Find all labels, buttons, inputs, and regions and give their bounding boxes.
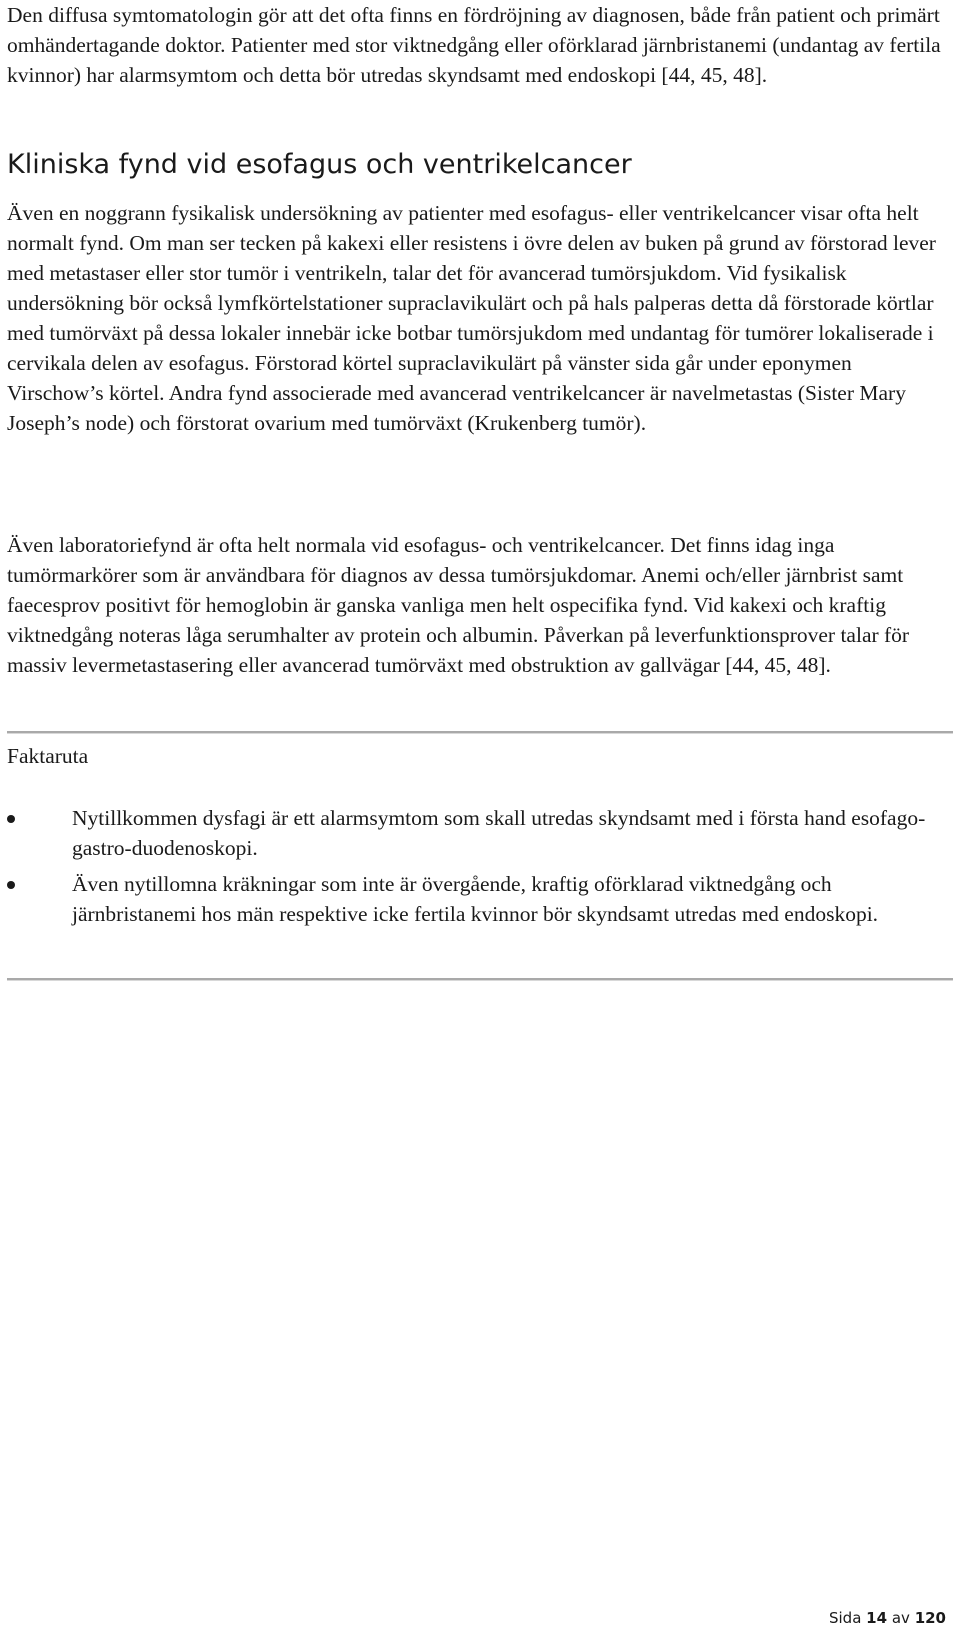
intro-paragraph: Den diffusa symtomatologin gör att det ofta finns en fördröjning av diagnosen, både från patient och primärt omhändertagande doktor. Patienter med stor viktnedgång eller oförklarad järnbristanemi (undantag av fertila kvinnor) har alarmsymtom och detta bör utredas skyndsamt med endoskopi [44, 45, 48].	[7, 3, 941, 87]
section-heading: Kliniska fynd vid esofagus och ventrikelcancer	[7, 149, 632, 180]
fact-box-item	[7, 869, 952, 929]
fact-box-item	[7, 803, 952, 863]
fact-box-item-text: Även nytillomna kräkningar som inte är övergående, kraftig oförklarad viktnedgång och järnbristanemi hos män respektive icke fertila kvinnor bör skyndsamt utredas med endoskopi.	[72, 872, 879, 926]
fact-box-bottom-divider	[7, 978, 953, 981]
current-page-number: 14	[866, 1609, 888, 1627]
bullet-icon	[7, 815, 15, 823]
fact-box-title: Faktaruta	[7, 744, 89, 768]
document-page	[7, 0, 953, 1636]
page-label: Sida	[828, 1609, 862, 1627]
fact-box-item-text: Nytillkommen dysfagi är ett alarmsymtom som skall utredas skyndsamt med i första hand esofago-gastro-duodenoskopi.	[72, 806, 926, 860]
bullet-icon	[7, 881, 15, 889]
page-number-footer	[829, 1608, 946, 1628]
section-paragraph-1: Även en noggrann fysikalisk undersökning av patienter med esofagus- eller ventrikelcancer visar ofta helt normalt fynd. Om man ser tecken på kakexi eller resistens i övre delen av buken på grund av förstorad lever med metastaser eller stor tumör i ventrikeln, talar det för avancerad tumörsjukdom. Vid fysikalisk undersökning bör också lymfkörtelstationer supraclavikulärt och på hals palperas detta då förstorade körtlar med tumörväxt på dessa lokaler innebär icke botbar tumörsjukdom med undantag för tumörer lokaliserade i cervikala delen av esofagus. Förstorad körtel supraclavikulärt på vänster sida går under eponymen Virschow’s körtel. Andra fynd associerade med avancerad ventrikelcancer är navelmetastas (Sister Mary Joseph’s node) och förstorat ovarium med tumörväxt (Krukenberg tumör).	[7, 201, 936, 435]
total-pages-number: 120	[914, 1609, 946, 1627]
fact-box-top-divider	[7, 731, 953, 734]
section-paragraph-2: Även laboratoriefynd är ofta helt normala vid esofagus- och ventrikelcancer. Det finns idag inga tumörmarkörer som är användbara för diagnos av dessa tumörsjukdomar. Anemi och/eller järnbrist samt faecesprov positivt för hemoglobin är ganska vanliga men helt ospecifika fynd. Vid kakexi och kraftig viktnedgång noteras låga serumhalter av protein och albumin. Påverkan på leverfunktionsprover talar för massiv levermetastasering eller avancerad tumörväxt med obstruktion av gallvägar [44, 45, 48].	[7, 533, 910, 677]
fact-box-list	[7, 803, 953, 935]
page-separator: av	[891, 1609, 910, 1627]
